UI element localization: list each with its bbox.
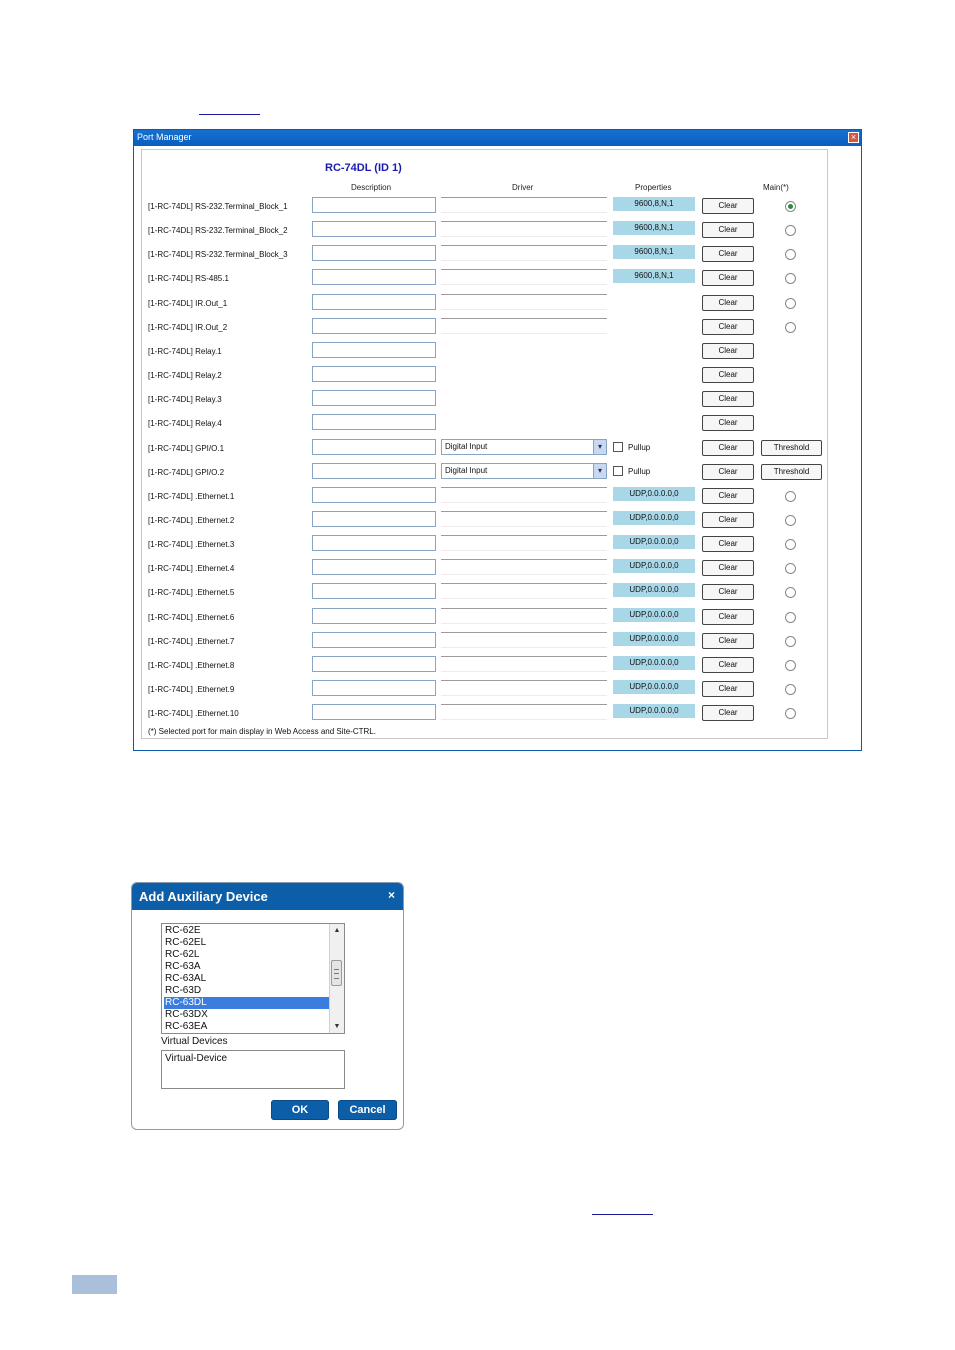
scroll-up-icon[interactable]: ▲	[333, 927, 341, 934]
device-list-item[interactable]: RC-63D	[165, 985, 202, 996]
port-row	[142, 487, 827, 505]
footer-note: (*) Selected port for main display in Web Access and Site-CTRL.	[148, 727, 376, 736]
link-underline-bottom[interactable]	[592, 1214, 653, 1215]
port-label: [1-RC-74DL] GPI/O.2	[148, 467, 225, 477]
driver-field[interactable]	[441, 656, 607, 672]
ok-button[interactable]: OK	[271, 1100, 329, 1120]
port-row	[142, 439, 827, 457]
port-manager-titlebar	[134, 130, 861, 146]
page-number-badge	[72, 1275, 117, 1294]
port-row	[142, 559, 827, 577]
device-heading: RC-74DL (ID 1)	[325, 162, 402, 174]
properties-field[interactable]: UDP,0.0.0.0,0	[613, 656, 695, 670]
driver-field[interactable]	[441, 487, 607, 503]
port-label: [1-RC-74DL] .Ethernet.2	[148, 515, 235, 525]
driver-field[interactable]	[441, 680, 607, 696]
port-row	[142, 463, 827, 481]
clear-button[interactable]: Clear	[702, 222, 754, 238]
pullup-label: Pullup	[628, 442, 651, 452]
port-row	[142, 632, 827, 650]
clear-button[interactable]: Clear	[702, 391, 754, 407]
device-listbox[interactable]	[161, 923, 345, 1034]
description-input[interactable]	[312, 487, 436, 503]
clear-button[interactable]: Clear	[702, 246, 754, 262]
port-row	[142, 583, 827, 601]
clear-button[interactable]: Clear	[702, 512, 754, 528]
clear-button[interactable]: Clear	[702, 488, 754, 504]
clear-button[interactable]: Clear	[702, 319, 754, 335]
driver-select[interactable]	[441, 439, 607, 455]
device-list-item[interactable]: RC-63DL	[164, 997, 329, 1009]
driver-field[interactable]	[441, 318, 607, 334]
port-label: [1-RC-74DL] Relay.2	[148, 371, 222, 381]
cancel-button[interactable]: Cancel	[338, 1100, 397, 1120]
device-list-scrollbar[interactable]	[329, 924, 344, 1033]
port-row	[142, 366, 827, 384]
clear-button[interactable]: Clear	[702, 681, 754, 697]
driver-field[interactable]	[441, 583, 607, 599]
port-label: [1-RC-74DL] GPI/O.1	[148, 443, 225, 453]
main-radio[interactable]	[785, 273, 796, 284]
column-header-properties: Properties	[635, 183, 672, 192]
port-label: [1-RC-74DL] .Ethernet.8	[148, 660, 235, 670]
clear-button[interactable]: Clear	[702, 198, 754, 214]
driver-select-value: Digital Input	[445, 441, 488, 451]
port-label: [1-RC-74DL] .Ethernet.10	[148, 709, 239, 719]
port-label: [1-RC-74DL] Relay.4	[148, 419, 222, 429]
clear-button[interactable]: Clear	[702, 270, 754, 286]
clear-button[interactable]: Clear	[702, 705, 754, 721]
driver-field[interactable]	[441, 559, 607, 575]
port-label: [1-RC-74DL] RS-232.Terminal_Block_3	[148, 250, 288, 260]
port-manager-title: Port Manager	[137, 132, 192, 142]
main-radio[interactable]	[785, 539, 796, 550]
properties-field[interactable]: UDP,0.0.0.0,0	[613, 632, 695, 646]
clear-button[interactable]: Clear	[702, 367, 754, 383]
description-input[interactable]	[312, 197, 436, 213]
properties-field[interactable]: 9600,8,N,1	[613, 221, 695, 235]
port-label: [1-RC-74DL] .Ethernet.9	[148, 685, 235, 694]
properties-field[interactable]: UDP,0.0.0.0,0	[613, 583, 695, 597]
clear-button[interactable]: Clear	[702, 584, 754, 600]
description-input[interactable]	[312, 390, 436, 406]
aux-dialog-title: Add Auxiliary Device	[139, 889, 268, 904]
description-input[interactable]	[312, 318, 436, 334]
clear-button[interactable]: Clear	[702, 415, 754, 431]
properties-field[interactable]: UDP,0.0.0.0,0	[613, 608, 695, 622]
description-input[interactable]	[312, 632, 436, 648]
driver-field[interactable]	[441, 221, 607, 237]
clear-button[interactable]: Clear	[702, 464, 754, 480]
device-list-item[interactable]: RC-63DX	[165, 1009, 208, 1020]
description-input[interactable]	[312, 342, 436, 358]
port-row	[142, 390, 827, 408]
link-underline-top[interactable]	[199, 114, 260, 115]
grip-icon	[334, 969, 339, 979]
add-auxiliary-device-dialog	[131, 882, 404, 1130]
main-radio[interactable]	[785, 660, 796, 671]
clear-button[interactable]: Clear	[702, 657, 754, 673]
pullup-checkbox[interactable]	[613, 466, 623, 476]
description-input[interactable]	[312, 294, 436, 310]
port-row	[142, 704, 827, 722]
driver-field[interactable]	[441, 632, 607, 648]
device-list-item[interactable]: RC-62E	[165, 925, 201, 936]
driver-field[interactable]	[441, 245, 607, 261]
port-label: [1-RC-74DL] .Ethernet.4	[148, 564, 235, 574]
description-input[interactable]	[312, 656, 436, 672]
main-radio[interactable]	[785, 708, 796, 719]
column-header-main: Main(*)	[763, 183, 789, 192]
driver-select-value: Digital Input	[445, 465, 488, 475]
description-input[interactable]	[312, 414, 436, 430]
properties-field[interactable]: UDP,0.0.0.0,0	[613, 487, 695, 501]
clear-button[interactable]: Clear	[702, 633, 754, 649]
driver-field[interactable]	[441, 197, 607, 213]
driver-field[interactable]	[441, 608, 607, 624]
description-input[interactable]	[312, 245, 436, 261]
pullup-checkbox[interactable]	[613, 442, 623, 452]
port-row	[142, 221, 827, 239]
driver-field[interactable]	[441, 294, 607, 310]
main-radio[interactable]	[785, 249, 796, 260]
port-label: [1-RC-74DL] RS-232.Terminal_Block_2	[148, 226, 288, 236]
clear-button[interactable]: Clear	[702, 609, 754, 625]
driver-field[interactable]	[441, 269, 607, 285]
port-label: [1-RC-74DL] .Ethernet.6	[148, 612, 235, 622]
port-label: [1-RC-74DL] IR.Out_1	[148, 298, 228, 308]
description-input[interactable]	[312, 583, 436, 599]
column-header-driver: Driver	[512, 183, 534, 192]
port-row	[142, 342, 827, 360]
port-label: [1-RC-74DL] RS-232.Terminal_Block_1	[148, 202, 288, 211]
driver-field[interactable]	[441, 535, 607, 551]
device-list-item[interactable]: RC-62L	[165, 949, 200, 960]
main-radio[interactable]	[785, 298, 796, 309]
port-row	[142, 511, 827, 529]
properties-field[interactable]: 9600,8,N,1	[613, 245, 695, 259]
device-list-item[interactable]: RC-63AL	[165, 973, 207, 984]
device-list-item[interactable]: RC-63A	[165, 961, 201, 972]
port-label: [1-RC-74DL] .Ethernet.7	[148, 636, 235, 646]
description-input[interactable]	[312, 559, 436, 575]
main-radio[interactable]	[785, 587, 796, 598]
description-input[interactable]	[312, 680, 436, 696]
chevron-down-icon[interactable]: ▾	[593, 440, 606, 454]
port-label: [1-RC-74DL] IR.Out_2	[148, 322, 228, 332]
properties-field[interactable]: UDP,0.0.0.0,0	[613, 535, 695, 549]
driver-field[interactable]	[441, 511, 607, 527]
port-row	[142, 656, 827, 674]
close-icon[interactable]: ×	[387, 888, 395, 902]
properties-field[interactable]: UDP,0.0.0.0,0	[613, 559, 695, 573]
clear-button[interactable]: Clear	[702, 295, 754, 311]
pullup-label: Pullup	[628, 466, 651, 476]
port-manager-panel	[141, 149, 828, 739]
description-input[interactable]	[312, 269, 436, 285]
port-label: [1-RC-74DL] .Ethernet.1	[148, 491, 235, 501]
description-input[interactable]	[312, 366, 436, 382]
description-input[interactable]	[312, 608, 436, 624]
port-row	[142, 197, 827, 215]
column-header-description: Description	[351, 183, 392, 192]
main-radio[interactable]	[785, 225, 796, 236]
port-row	[142, 680, 827, 698]
port-label: [1-RC-74DL] .Ethernet.5	[148, 588, 235, 598]
description-input[interactable]	[312, 511, 436, 527]
scroll-down-icon[interactable]: ▼	[333, 1023, 341, 1030]
description-input[interactable]	[312, 535, 436, 551]
main-radio[interactable]	[785, 201, 796, 212]
threshold-button[interactable]: Threshold	[761, 464, 822, 480]
main-radio[interactable]	[785, 491, 796, 502]
port-row	[142, 294, 827, 312]
driver-select[interactable]	[441, 463, 607, 479]
port-row	[142, 269, 827, 287]
port-row	[142, 318, 827, 336]
description-input[interactable]	[312, 221, 436, 237]
clear-button[interactable]: Clear	[702, 536, 754, 552]
main-radio[interactable]	[785, 684, 796, 695]
virtual-devices-label: Virtual Devices	[161, 1036, 228, 1047]
port-label: [1-RC-74DL] Relay.1	[148, 346, 222, 356]
description-input[interactable]	[312, 439, 436, 455]
virtual-devices-listbox[interactable]	[161, 1050, 345, 1089]
properties-field[interactable]: 9600,8,N,1	[613, 197, 695, 211]
port-row	[142, 535, 827, 553]
port-label: [1-RC-74DL] .Ethernet.3	[148, 540, 235, 550]
driver-field[interactable]	[441, 704, 607, 720]
device-list-item[interactable]: RC-63EA	[165, 1021, 208, 1032]
properties-field[interactable]: 9600,8,N,1	[613, 269, 695, 283]
main-radio[interactable]	[785, 322, 796, 333]
port-row	[142, 245, 827, 263]
description-input[interactable]	[312, 704, 436, 720]
clear-button[interactable]: Clear	[702, 440, 754, 456]
properties-field[interactable]: UDP,0.0.0.0,0	[613, 511, 695, 525]
clear-button[interactable]: Clear	[702, 560, 754, 576]
scroll-thumb[interactable]	[331, 960, 342, 986]
port-row	[142, 414, 827, 432]
threshold-button[interactable]: Threshold	[761, 440, 822, 456]
virtual-device-item[interactable]: Virtual-Device	[165, 1053, 228, 1064]
clear-button[interactable]: Clear	[702, 343, 754, 359]
main-radio[interactable]	[785, 636, 796, 647]
port-label: [1-RC-74DL] Relay.3	[148, 395, 222, 405]
device-list-item[interactable]: RC-62EL	[165, 937, 207, 948]
main-radio[interactable]	[785, 563, 796, 574]
port-row	[142, 608, 827, 626]
main-radio[interactable]	[785, 515, 796, 526]
port-label: [1-RC-74DL] RS-485.1	[148, 274, 229, 284]
properties-field[interactable]: UDP,0.0.0.0,0	[613, 704, 695, 718]
aux-dialog-titlebar	[132, 883, 403, 910]
chevron-down-icon[interactable]: ▾	[593, 464, 606, 478]
description-input[interactable]	[312, 463, 436, 479]
port-manager-window	[133, 129, 862, 751]
close-icon[interactable]: ×	[848, 132, 859, 143]
main-radio[interactable]	[785, 612, 796, 623]
properties-field[interactable]: UDP,0.0.0.0,0	[613, 680, 695, 694]
